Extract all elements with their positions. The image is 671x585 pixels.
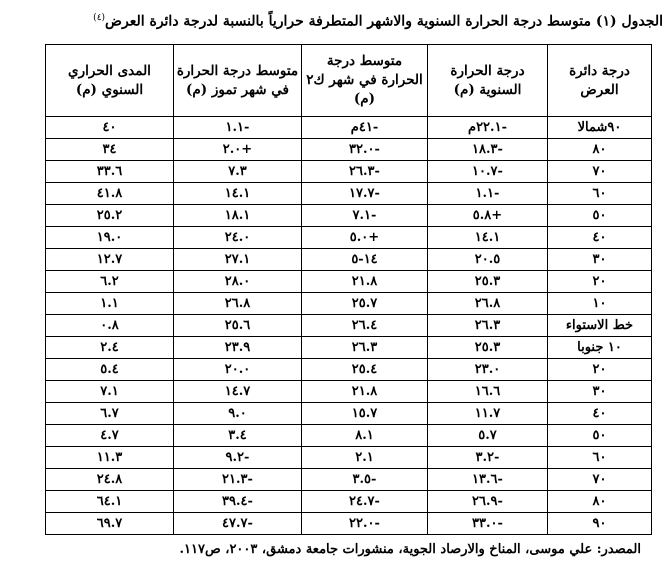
header-row	[46, 45, 652, 117]
latitude-cell: ٥٠	[548, 205, 652, 227]
july-temp-cell: ٢٧.١	[174, 249, 302, 271]
annual-temp-cell: -٣٣.٠	[428, 513, 548, 535]
january-temp-cell: -٣٢.٠	[302, 139, 428, 161]
table-row	[46, 227, 652, 249]
july-temp-cell: ٣.٤	[174, 425, 302, 447]
july-temp-cell: ٢٦.٨	[174, 293, 302, 315]
table-row	[46, 205, 652, 227]
january-temp-cell: -٤١م	[302, 117, 428, 139]
annual-range-cell: ٦.٢	[46, 271, 174, 293]
table-row	[46, 491, 652, 513]
annual-range-cell: ٠.٨	[46, 315, 174, 337]
annual-range-cell: ٦٤.١	[46, 491, 174, 513]
annual-temp-cell: ٥.٧	[428, 425, 548, 447]
july-temp-cell: -٣٩.٤	[174, 491, 302, 513]
july-temp-cell: -٤٧.٧	[174, 513, 302, 535]
annual-temp-cell: ٢٣.٠	[428, 359, 548, 381]
annual-temp-cell: -٣.٢	[428, 447, 548, 469]
table-row	[46, 469, 652, 491]
annual-range-cell: ٣٣.٦	[46, 161, 174, 183]
annual-temp-cell: -١٠.٧	[428, 161, 548, 183]
january-temp-cell: ٢٥.٤	[302, 359, 428, 381]
january-temp-cell: ٢٦.٤	[302, 315, 428, 337]
annual-range-cell: ١٢.٧	[46, 249, 174, 271]
annual-range-cell: ٤٠	[46, 117, 174, 139]
table-row	[46, 359, 652, 381]
annual-temp-cell: ٢٥.٣	[428, 271, 548, 293]
title-reference: (٤)	[93, 13, 106, 23]
table-row	[46, 161, 652, 183]
latitude-cell: ٧٠	[548, 161, 652, 183]
latitude-cell: ٧٠	[548, 469, 652, 491]
annual-range-cell: ٦٩.٧	[46, 513, 174, 535]
january-temp-cell: ١٤-٥	[302, 249, 428, 271]
january-temp-cell: ٢٦.٣	[302, 337, 428, 359]
january-temp-cell: -٧.١	[302, 205, 428, 227]
latitude-cell: ٦٠	[548, 183, 652, 205]
july-temp-cell: ٢٥.٦	[174, 315, 302, 337]
latitude-cell: ٢٠	[548, 359, 652, 381]
january-temp-cell: ٨.١	[302, 425, 428, 447]
annual-temp-cell: ١٦.٦	[428, 381, 548, 403]
header-january-temp: متوسط درجة الحرارة في شهر ك٢ (م)	[302, 45, 428, 117]
annual-range-cell: ١.١	[46, 293, 174, 315]
annual-temp-cell: ١١.٧	[428, 403, 548, 425]
annual-temp-cell: -٢٦.٩	[428, 491, 548, 513]
latitude-cell: ٦٠	[548, 447, 652, 469]
header-annual-temp: درجة الحرارة السنوية (م)	[428, 45, 548, 117]
july-temp-cell: ٢٠.٠	[174, 359, 302, 381]
annual-range-cell: ١٩.٠	[46, 227, 174, 249]
july-temp-cell: ١٤.٧	[174, 381, 302, 403]
table-row	[46, 403, 652, 425]
annual-temp-cell: +٥.٨	[428, 205, 548, 227]
annual-temp-cell: ٢٦.٣	[428, 315, 548, 337]
latitude-cell: ٥٠	[548, 425, 652, 447]
annual-range-cell: ٢٤.٨	[46, 469, 174, 491]
annual-range-cell: ٤١.٨	[46, 183, 174, 205]
table-row	[46, 139, 652, 161]
table-row	[46, 447, 652, 469]
january-temp-cell: -٣.٥	[302, 469, 428, 491]
annual-range-cell: ٦.٧	[46, 403, 174, 425]
table-title	[8, 6, 663, 30]
annual-temp-cell: ٢٠.٥	[428, 249, 548, 271]
july-temp-cell: ١٨.١	[174, 205, 302, 227]
source-note: المصدر: علي موسى، المناخ والارصاد الجوية، منشورات جامعة دمشق، ٢٠٠٣، ص١١٧.	[179, 542, 641, 557]
header-annual-range: المدى الحراري السنوي (م)	[46, 45, 174, 117]
annual-range-cell: ٤.٧	[46, 425, 174, 447]
annual-range-cell: ٥.٤	[46, 359, 174, 381]
july-temp-cell: ٢٨.٠	[174, 271, 302, 293]
july-temp-cell: -٢١.٣	[174, 469, 302, 491]
table-row	[46, 183, 652, 205]
january-temp-cell: ٢.١	[302, 447, 428, 469]
title-text: الجدول (١) متوسط درجة الحرارة السنوية والاشهر المتطرفة حرارياً بالنسبة لدرجة دائرة العرض	[105, 13, 663, 30]
january-temp-cell: +٥.٠	[302, 227, 428, 249]
latitude-cell: ٩٠	[548, 513, 652, 535]
latitude-cell: ١٠	[548, 293, 652, 315]
annual-range-cell: ٧.١	[46, 381, 174, 403]
annual-temp-cell: -١٨.٣	[428, 139, 548, 161]
table-body	[46, 117, 652, 535]
header-latitude: درجة دائرة العرض	[548, 45, 652, 117]
july-temp-cell: -١.١	[174, 117, 302, 139]
latitude-cell: ٢٠	[548, 271, 652, 293]
july-temp-cell: +٢.٠	[174, 139, 302, 161]
annual-temp-cell: -١٣.٦	[428, 469, 548, 491]
table-row	[46, 337, 652, 359]
july-temp-cell: ٢٤.٠	[174, 227, 302, 249]
table-row	[46, 381, 652, 403]
table-row	[46, 293, 652, 315]
july-temp-cell: ١٤.١	[174, 183, 302, 205]
january-temp-cell: -٢٤.٧	[302, 491, 428, 513]
annual-temp-cell: -١.١	[428, 183, 548, 205]
january-temp-cell: -٢٢.٠	[302, 513, 428, 535]
table-row	[46, 425, 652, 447]
annual-temp-cell: ١٤.١	[428, 227, 548, 249]
latitude-cell: ٨٠	[548, 139, 652, 161]
july-temp-cell: ٧.٣	[174, 161, 302, 183]
annual-temp-cell: -٢٢.١م	[428, 117, 548, 139]
annual-range-cell: ١١.٣	[46, 447, 174, 469]
january-temp-cell: ٢٥.٧	[302, 293, 428, 315]
annual-temp-cell: ٢٥.٣	[428, 337, 548, 359]
table-row	[46, 513, 652, 535]
july-temp-cell: ٩.٠	[174, 403, 302, 425]
july-temp-cell: ٢٣.٩	[174, 337, 302, 359]
latitude-cell: ١٠ جنوبا	[548, 337, 652, 359]
latitude-cell: ٨٠	[548, 491, 652, 513]
table-row	[46, 271, 652, 293]
table-row	[46, 315, 652, 337]
table-row	[46, 117, 652, 139]
latitude-cell: خط الاستواء	[548, 315, 652, 337]
latitude-cell: ٤٠	[548, 227, 652, 249]
january-temp-cell: ٢١.٨	[302, 381, 428, 403]
annual-range-cell: ٣٤	[46, 139, 174, 161]
annual-temp-cell: ٢٦.٨	[428, 293, 548, 315]
table-row	[46, 249, 652, 271]
january-temp-cell: ٢١.٨	[302, 271, 428, 293]
temperature-table	[45, 44, 652, 535]
july-temp-cell: -٩.٢	[174, 447, 302, 469]
latitude-cell: ٤٠	[548, 403, 652, 425]
latitude-cell: ٩٠شمالا	[548, 117, 652, 139]
latitude-cell: ٣٠	[548, 381, 652, 403]
january-temp-cell: -٢٦.٣	[302, 161, 428, 183]
january-temp-cell: -١٧.٧	[302, 183, 428, 205]
annual-range-cell: ٢.٤	[46, 337, 174, 359]
latitude-cell: ٣٠	[548, 249, 652, 271]
annual-range-cell: ٢٥.٢	[46, 205, 174, 227]
january-temp-cell: ١٥.٧	[302, 403, 428, 425]
header-july-temp: متوسط درجة الحرارة في شهر تموز (م)	[174, 45, 302, 117]
